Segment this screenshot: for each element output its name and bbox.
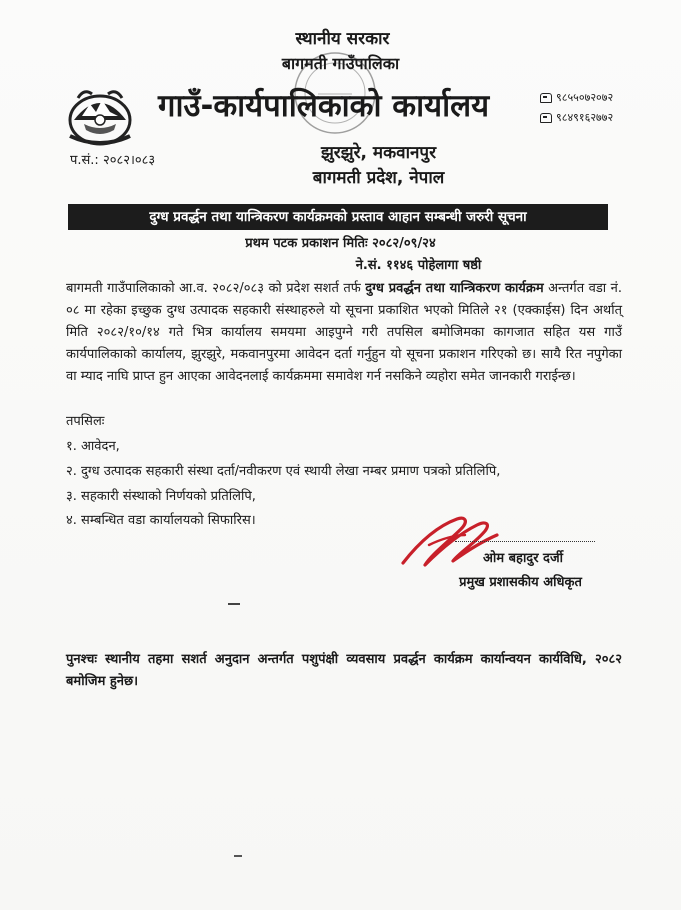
municipality-heading: बागमती गाउँपालिका — [281, 54, 400, 73]
notice-body — [66, 278, 622, 388]
list-item: ३. सहकारी संस्थाको निर्णयको प्रतिलिपि, — [66, 489, 256, 504]
phone-number-value: ९८४९१६२७७२ — [556, 111, 614, 124]
stray-mark — [228, 603, 240, 605]
program-name: दुग्ध प्रवर्द्धन तथा यान्त्रिकरण कार्यक्रम — [365, 281, 544, 296]
list-title: तपसिलः — [66, 414, 105, 429]
signatory-name: ओम बहादुर दर्जी — [483, 551, 563, 566]
signature-line — [455, 535, 595, 542]
notice-body-part2: अन्तर्गत वडा नं. ०८ मा रहेका इच्छुक दुग्ध उत्पादक सहकारी संस्थाहरुले यो सूचना प्रकाशित भएको मितिले २१ (एक्काईस) दिन अर्थात् मिति २०८२/१०/१४ गते भित्र कार्यालय समयमा आइपुग्ने गरी तपसिल बमोजिमका कागजात सहित यस गाउँ कार्यपालिकाको कार्यालय, झुरझुरे, मकवानपुरमा आवेदन दर्ता गर्नुहुन यो सूचना प्रकाशन गरिएको छ। सायै रित नपुगेका वा म्याद नाघि प्राप्त हुन आएका आवेदनलाई कार्यक्रममा समावेश गर्न नसकिने व्यहोरा समेत जानकारी गराईन्छ। — [66, 281, 622, 384]
phone-icon — [540, 113, 552, 123]
phone-icon — [540, 93, 552, 103]
phone-number-2 — [540, 110, 613, 125]
list-item: ४. सम्बन्धित वडा कार्यालयको सिफारिस। — [66, 513, 256, 528]
list-item: २. दुग्ध उत्पादक सहकारी संस्था दर्ता/नवीकरण एवं स्थायी लेखा नम्बर प्रमाण पत्रको प्रतिलिपि, — [66, 464, 501, 479]
phone-number-value: ९८५५०७२०७२ — [556, 91, 614, 104]
notice-title-banner: दुग्ध प्रवर्द्धन तथा यान्त्रिकरण कार्यक्रमको प्रस्ताव आहान सम्बन्धी जरुरी सूचना — [68, 204, 608, 230]
list-item: १. आवेदन, — [66, 439, 120, 454]
office-title: गाउँ-कार्यपालिकाको कार्यालय — [158, 88, 490, 124]
office-address: झुरझुरे, मकवानपुर — [320, 143, 437, 163]
nepal-sambat-date: ने.सं. ११४६ पोहेलागा षष्ठी — [355, 258, 482, 273]
notice-body-part1: बागमती गाउँपालिकाको आ.व. २०८२/०८३ को प्रदेश सशर्त तर्फ — [66, 281, 366, 296]
first-published-date: प्रथम पटक प्रकाशन मितिः २०८२/०९/२४ — [245, 236, 436, 251]
stray-mark — [234, 855, 242, 857]
signatory-designation: प्रमुख प्रशासकीय अधिकृत — [459, 575, 582, 590]
postscript: पुनश्चः स्थानीय तहमा सशर्त अनुदान अन्तर्गत पशुपंक्षी व्यवसाय प्रवर्द्धन कार्यक्रम कार्यान्वयन कार्यविधि, २०८२ बमोजिम हुनेछ। — [66, 652, 622, 689]
local-government-heading: स्थानीय सरकार — [295, 29, 390, 49]
phone-number-1 — [540, 90, 613, 105]
office-province: बागमती प्रदेश, नेपाल — [312, 168, 445, 188]
reference-number: प.सं.: २०८२।०८३ — [70, 153, 156, 168]
